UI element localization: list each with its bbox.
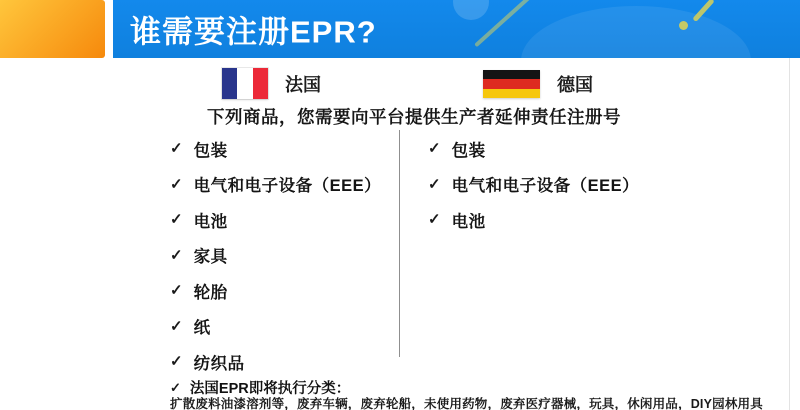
check-icon: ✓ [428, 211, 441, 229]
check-icon: ✓ [170, 353, 183, 371]
germany-flag-icon [483, 70, 540, 98]
check-icon: ✓ [170, 175, 183, 193]
footnote-title: 法国EPR即将执行分类： [189, 381, 351, 397]
list-item-label: 轮胎 [193, 283, 228, 302]
check-icon: ✓ [170, 317, 183, 335]
france-flag-group [222, 68, 321, 99]
germany-flag-group [483, 70, 593, 98]
germany-label: 德国 [557, 75, 593, 95]
list-item-label: 家具 [193, 248, 228, 267]
list-item-label: 纸 [193, 319, 211, 338]
decorative-blob [521, 6, 751, 58]
list-item [428, 167, 639, 203]
list-item-label: 电气和电子设备（EEE） [193, 177, 382, 196]
france-label: 法国 [285, 74, 321, 95]
check-icon: ✓ [170, 211, 183, 229]
germany-items-list [428, 131, 639, 238]
header-banner [113, 0, 800, 58]
germany-flag-red-stripe [483, 79, 540, 88]
list-item [428, 131, 639, 167]
list-item [170, 344, 381, 380]
list-item-label: 包装 [451, 141, 486, 160]
check-icon: ✓ [170, 246, 183, 264]
list-item [170, 309, 381, 345]
check-icon: ✓ [428, 140, 441, 158]
list-item [170, 273, 381, 309]
list-item-label: 电池 [451, 212, 486, 231]
accent-bar [0, 0, 105, 58]
france-items-list [170, 131, 381, 380]
germany-flag-gold-stripe [483, 89, 540, 98]
france-flag-icon [222, 68, 268, 99]
list-item [428, 202, 639, 238]
subtitle: 下列商品，您需要向平台提供生产者延伸责任注册号 [207, 107, 621, 127]
check-icon: ✓ [170, 282, 183, 300]
list-item-label: 包装 [193, 141, 228, 160]
list-item [170, 238, 381, 274]
check-icon: ✓ [170, 140, 183, 158]
right-edge-line [789, 58, 790, 410]
list-item-label: 电池 [193, 212, 228, 231]
list-item [170, 167, 381, 203]
germany-flag-black-stripe [483, 70, 540, 79]
page-title: 谁需要注册EPR? [130, 14, 377, 50]
footnote-detail: 扩散废料油漆溶剂等，废弃车辆，废弃轮船，未使用药物，废弃医疗器械，玩具，休闲用品，DIY园林用具 [170, 397, 763, 410]
france-flag-red-stripe [253, 68, 268, 99]
column-divider [399, 130, 400, 357]
check-icon: ✓ [170, 380, 181, 395]
check-icon: ✓ [428, 175, 441, 193]
decorative-circle [453, 0, 489, 20]
france-flag-blue-stripe [222, 68, 237, 99]
list-item [170, 202, 381, 238]
decorative-dot [679, 21, 688, 30]
france-flag-white-stripe [237, 68, 252, 99]
list-item-label: 电气和电子设备（EEE） [451, 177, 640, 196]
list-item [170, 131, 381, 167]
list-item-label: 纺织品 [193, 354, 245, 373]
